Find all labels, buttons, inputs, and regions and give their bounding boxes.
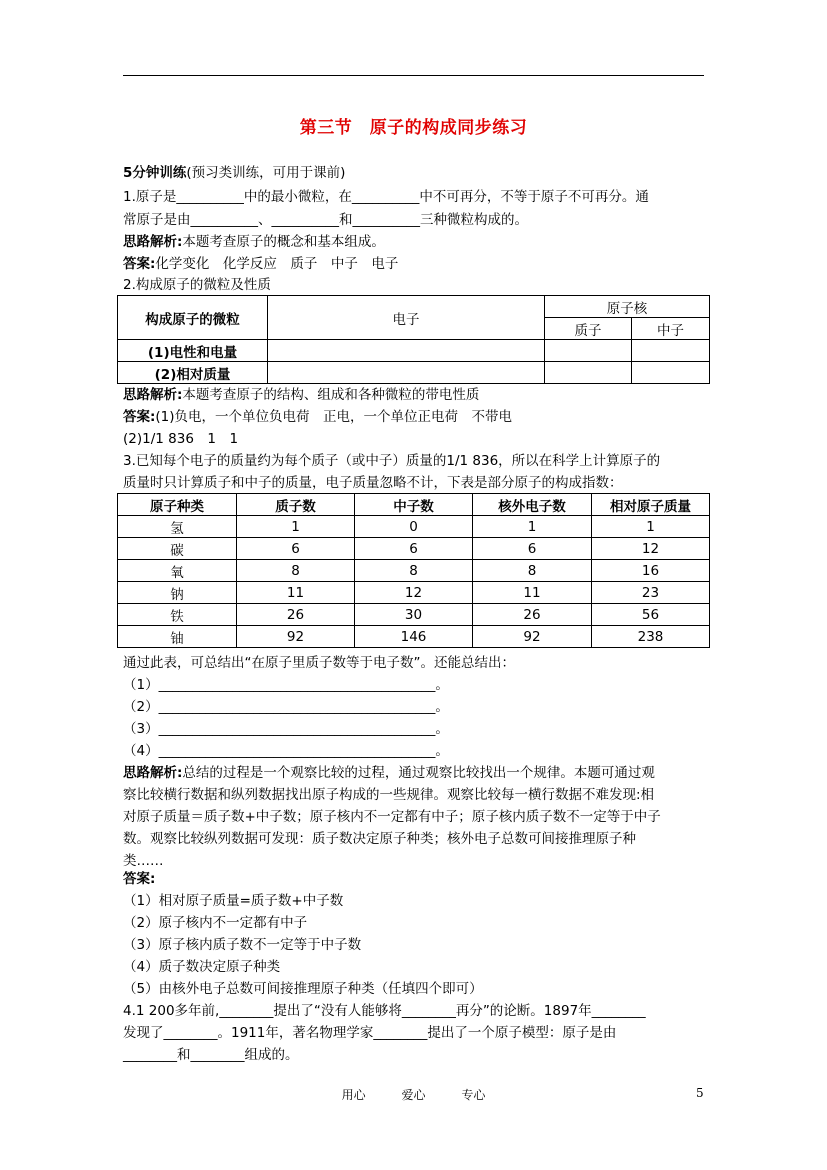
q3-line1: 3.已知每个电子的质量约为每个质子（或中子）质量的1/1 836，所以在科学上计算原子的	[123, 453, 661, 469]
page-number: 5	[696, 1086, 704, 1100]
th-neutron: 中子	[632, 318, 710, 340]
q2-answer1: 答案:(1)负电，一个单位负电荷 正电，一个单位正电荷 不带电	[123, 409, 513, 425]
q3-analysis-1: 思路解析:总结的过程是一个观察比较的过程，通过观察比较找出一个规律。本题可通过观	[123, 765, 655, 781]
th-nucleus: 原子核	[545, 296, 710, 318]
q3-analysis-2: 察比较横行数据和纵列数据找出原子构成的一些规律。观察比较每一横行数据不难发现:相	[123, 787, 655, 803]
q3-analysis-5: 类……	[123, 853, 164, 869]
header-rule	[123, 75, 704, 76]
q3-answer-2: （2）原子核内不一定都有中子	[123, 915, 308, 931]
q3-summary: 通过此表，可总结出“在原子里质子数等于电子数”。还能总结出：	[123, 655, 515, 671]
q1-line1: 1.原子是__________中的最小微粒，在__________中不可再分，不等于原子不可再分。通	[123, 189, 649, 205]
cell-empty	[632, 362, 710, 384]
q3-line2: 质量时只计算质子和中子的质量，电子质量忽略不计，下表是部分原子的构成指数：	[123, 475, 623, 491]
footer-item: 用心	[341, 1088, 366, 1102]
cell-empty	[268, 340, 545, 362]
q3-analysis-3: 对原子质量＝质子数+中子数；原子核内不一定都有中子；原子核内质子数不一定等于中子	[123, 809, 661, 825]
q3-blank-2: （2）_________________________________________。	[123, 699, 449, 715]
atom-table	[117, 493, 710, 648]
cell-empty	[632, 340, 710, 362]
cell-empty	[545, 362, 632, 384]
q3-blank-3: （3）_________________________________________。	[123, 721, 449, 737]
table-row: 钠 11 12 11 23	[118, 582, 710, 604]
q4-line1: 4.1 200多年前,________提出了“没有人能够将________再分”的论断。1897年________	[123, 1003, 646, 1019]
th-relative-mass: 相对原子质量	[592, 494, 710, 516]
th-electron: 电子	[268, 296, 545, 340]
q3-blank-4: （4）_________________________________________。	[123, 743, 449, 759]
th-electrons: 核外电子数	[473, 494, 592, 516]
th-neutrons: 中子数	[355, 494, 473, 516]
th-proton: 质子	[545, 318, 632, 340]
row-mass: (2)相对质量	[118, 362, 268, 384]
q3-answer-3: （3）原子核内质子数不一定等于中子数	[123, 937, 362, 953]
th-protons: 质子数	[237, 494, 355, 516]
table-row: 碳 6 6 6 12	[118, 538, 710, 560]
footer-item: 专心	[461, 1088, 486, 1102]
table-row: 铁 26 30 26 56	[118, 604, 710, 626]
cell-empty	[545, 340, 632, 362]
q3-answer-5: （5）由核外电子总数可间接推理原子种类（任填四个即可）	[123, 981, 483, 997]
particle-table	[117, 295, 710, 384]
q1-answer: 答案:化学变化 化学反应 质子 中子 电子	[123, 256, 399, 272]
page-title: 第三节 原子的构成同步练习	[299, 118, 528, 138]
q3-blank-1: （1）_________________________________________。	[123, 677, 449, 693]
q2-analysis: 思路解析:本题考查原子的结构、组成和各种微粒的带电性质	[123, 387, 480, 403]
q2-line1: 2.构成原子的微粒及性质	[123, 277, 271, 293]
q1-analysis: 思路解析:本题考查原子的概念和基本组成。	[123, 234, 385, 250]
table-row: 氢 1 0 1 1	[118, 516, 710, 538]
q3-answer-1: （1）相对原子质量=质子数+中子数	[123, 893, 344, 909]
section-heading: 5分钟训练(预习类训练，可用于课前)	[123, 165, 346, 181]
th-atom-type: 原子种类	[118, 494, 237, 516]
table-row: 氧 8 8 8 16	[118, 560, 710, 582]
row-charge: (1)电性和电量	[118, 340, 268, 362]
q2-answer2: (2)1/1 836 1 1	[123, 431, 239, 447]
q1-line2: 常原子是由__________、__________和__________三种微粒构成的。	[123, 212, 528, 228]
table-row: 铀 92 146 92 238	[118, 626, 710, 648]
footer-item: 爱心	[401, 1088, 426, 1102]
q4-line3: ________和________组成的。	[123, 1047, 299, 1063]
q3-answer-label: 答案:	[123, 871, 156, 887]
q4-line2: 发现了________。1911年，著名物理学家________提出了一个原子模型：原子是由	[123, 1025, 617, 1041]
q3-answer-4: （4）质子数决定原子种类	[123, 959, 281, 975]
th-particle: 构成原子的微粒	[118, 296, 268, 340]
q3-analysis-4: 数。观察比较纵列数据可发现：质子数决定原子种类；核外电子总数可间接推理原子种	[123, 831, 636, 847]
cell-empty	[268, 362, 545, 384]
